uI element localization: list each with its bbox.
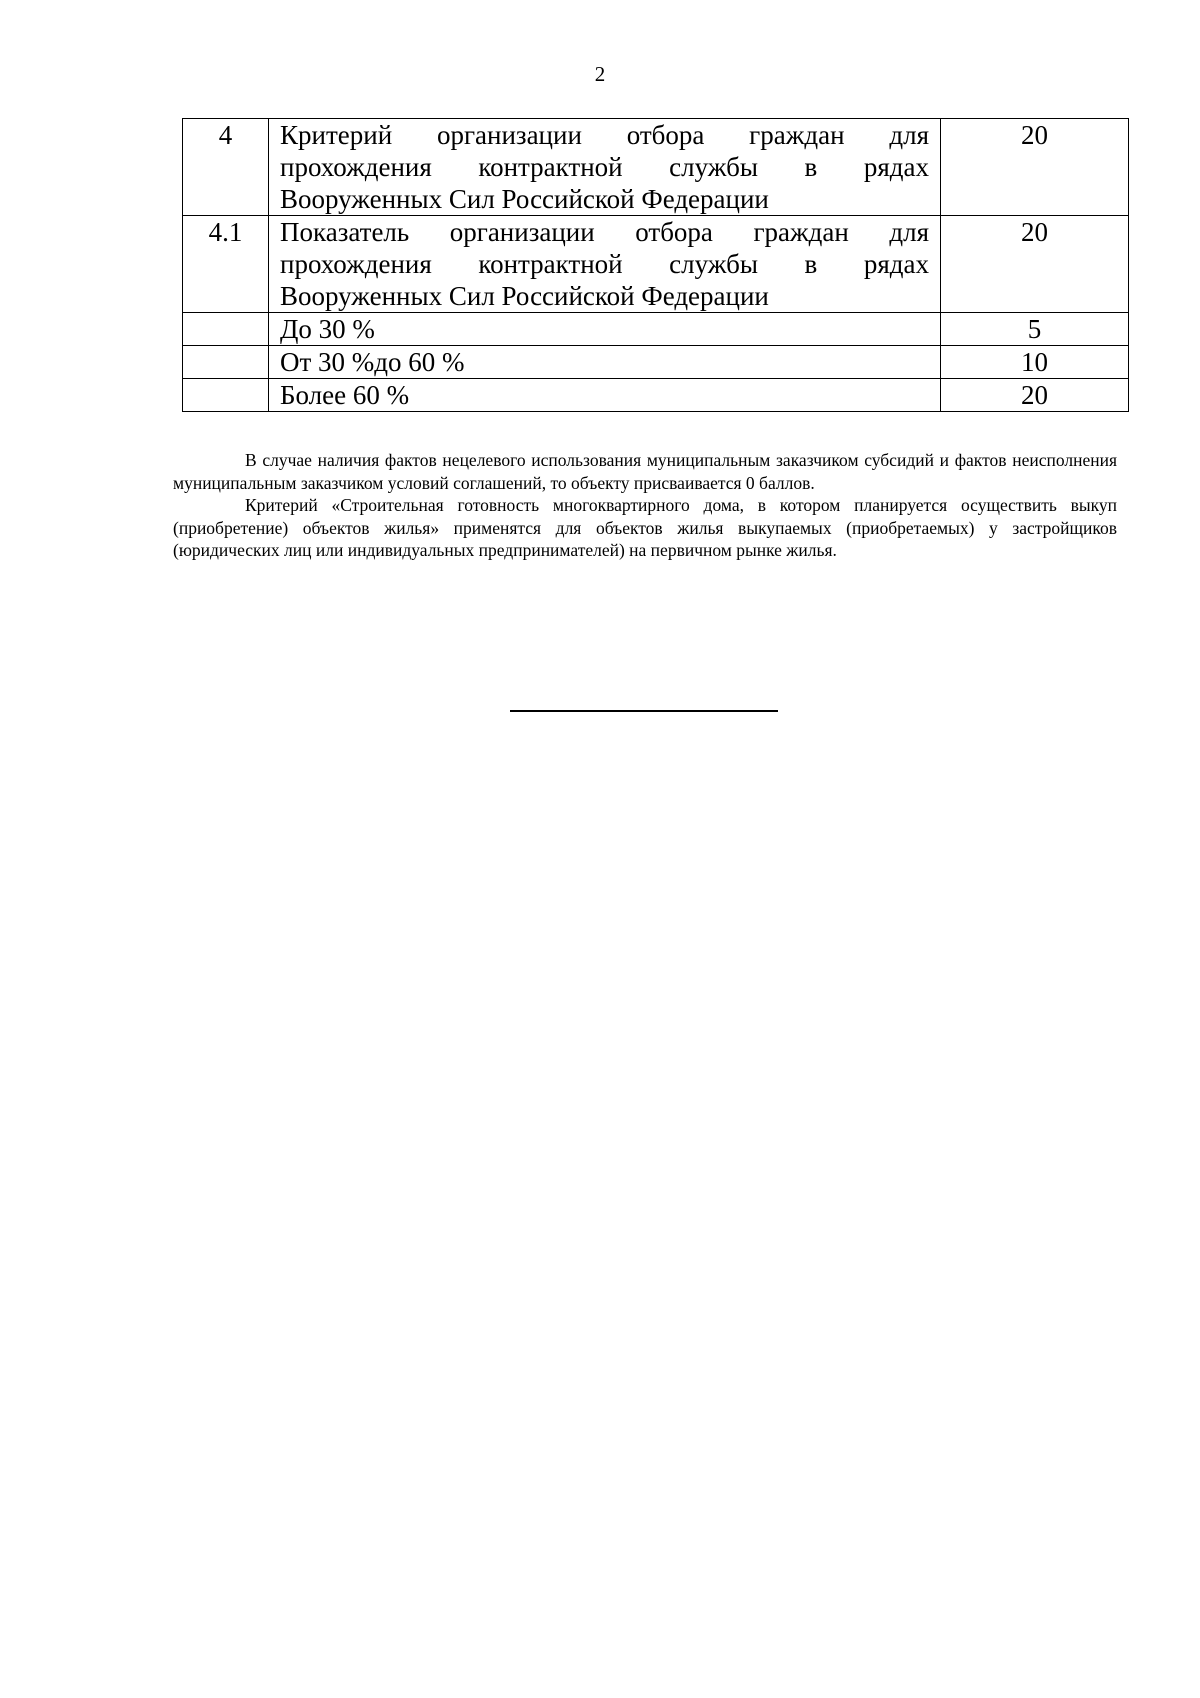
table-row bbox=[183, 346, 1129, 379]
row-criterion-text: Показатель организации отбора граждан для прохождения контрактной службы в рядах Вооруженных Сил Российской Федерации bbox=[269, 216, 941, 313]
table-row bbox=[183, 313, 1129, 346]
row-number bbox=[183, 379, 269, 412]
note-paragraph: В случае наличия фактов нецелевого использования муниципальным заказчиком субсидий и фактов неисполнения муниципальным заказчиком условий соглашений, то объекту присваивается 0 баллов. bbox=[173, 450, 1117, 493]
page-number: 2 bbox=[594, 62, 606, 86]
row-score: 10 bbox=[941, 346, 1129, 379]
row-score: 20 bbox=[941, 119, 1129, 216]
row-criterion-text: От 30 %до 60 % bbox=[269, 346, 941, 379]
end-of-document-rule bbox=[510, 710, 778, 712]
table-row bbox=[183, 216, 1129, 313]
notes-section bbox=[173, 449, 1117, 562]
row-number: 4.1 bbox=[183, 216, 269, 313]
row-number bbox=[183, 346, 269, 379]
row-score: 5 bbox=[941, 313, 1129, 346]
row-number bbox=[183, 313, 269, 346]
row-criterion-text: Более 60 % bbox=[269, 379, 941, 412]
row-score: 20 bbox=[941, 216, 1129, 313]
note-paragraph: Критерий «Строительная готовность многоквартирного дома, в котором планируется осуществить выкуп (приобретение) объектов жилья» применятся для объектов жилья выкупаемых (приобретаемых) у застройщиков (юридических лиц или индивидуальных предпринимателей) на первичном рынке жилья. bbox=[173, 495, 1117, 560]
row-score: 20 bbox=[941, 379, 1129, 412]
row-number: 4 bbox=[183, 119, 269, 216]
table-row bbox=[183, 379, 1129, 412]
row-criterion-text: До 30 % bbox=[269, 313, 941, 346]
criteria-table bbox=[182, 118, 1129, 412]
row-criterion-text: Критерий организации отбора граждан для прохождения контрактной службы в рядах Вооруженных Сил Российской Федерации bbox=[269, 119, 941, 216]
table-row bbox=[183, 119, 1129, 216]
